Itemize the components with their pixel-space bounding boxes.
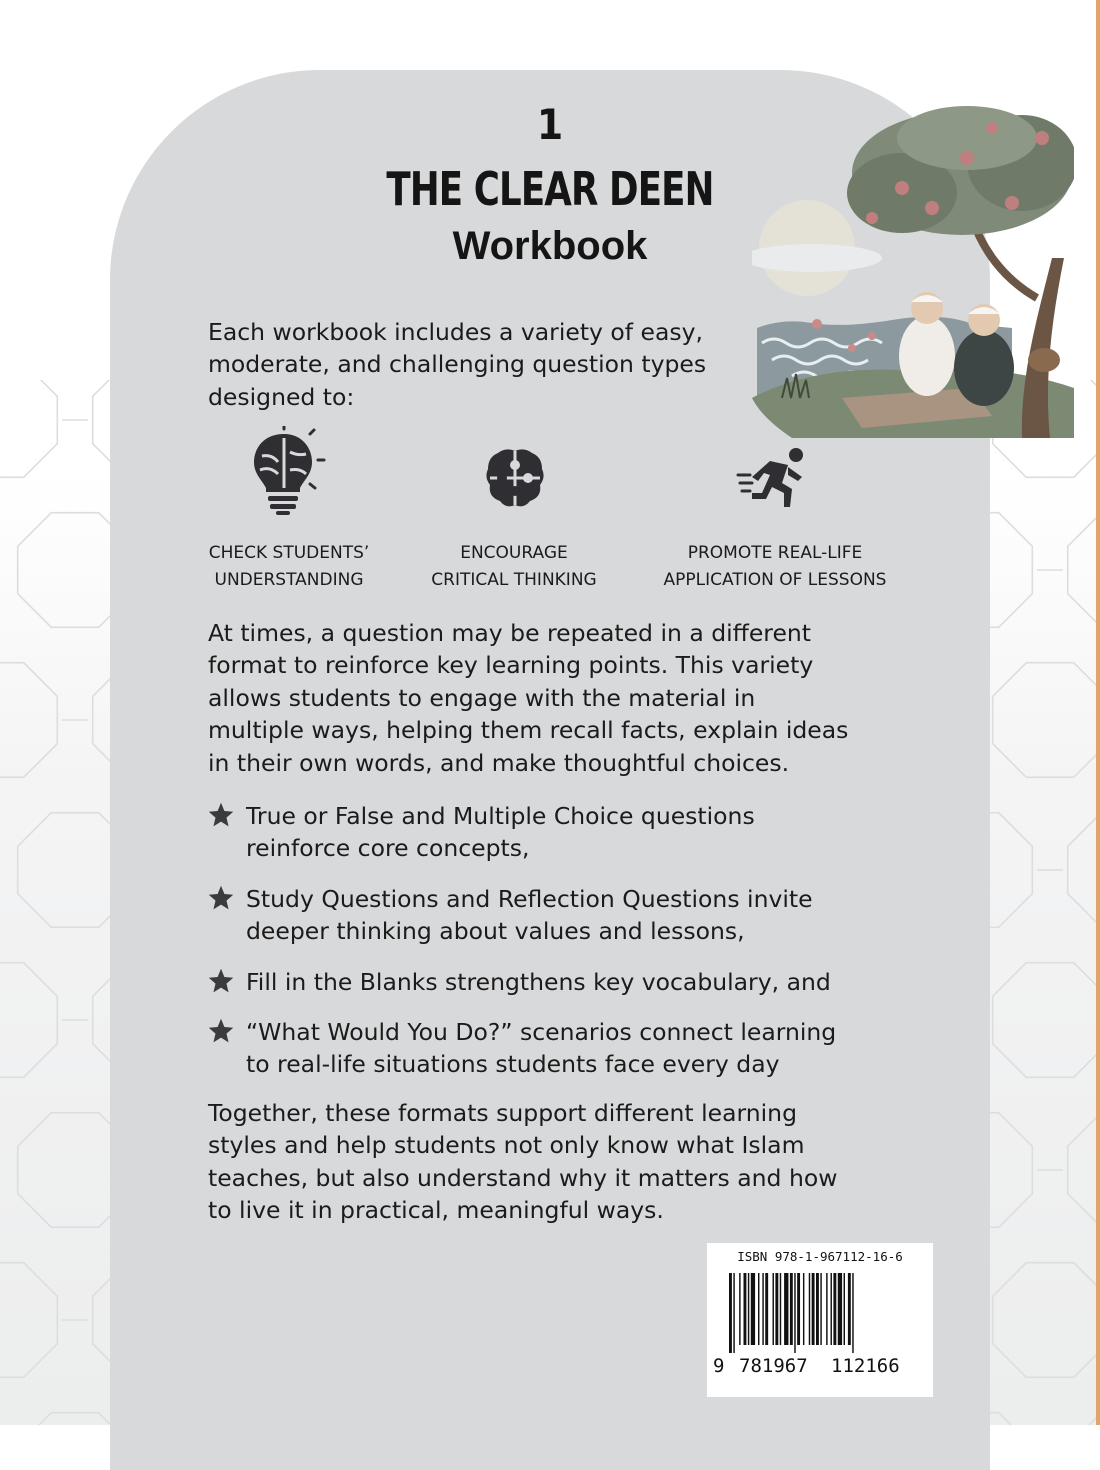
list-item-text: True or False and Multiple Choice questions reinforce core concepts,: [246, 802, 755, 863]
star-icon: [206, 801, 236, 829]
barcode-bar: [775, 1273, 778, 1345]
barcode-bar: [784, 1273, 788, 1345]
barcode-bar: [848, 1273, 851, 1345]
barcode-bar: [744, 1273, 747, 1345]
isbn-digit-group-left: 781967: [739, 1355, 808, 1377]
barcode-bar: [816, 1273, 819, 1345]
barcode-bar: [758, 1273, 759, 1345]
running-person-icon: [736, 447, 812, 509]
pattern-tile: [0, 663, 57, 778]
barcode-bar: [797, 1273, 800, 1345]
barcode-bar: [780, 1273, 781, 1345]
intro-paragraph: Each workbook includes a variety of easy, moderate, and challenging question types designed to:: [208, 318, 707, 411]
barcode-bar: [762, 1273, 763, 1345]
isbn-digits: [707, 1355, 933, 1381]
barcode-bar: [844, 1273, 845, 1345]
pattern-tile: [993, 1263, 1100, 1378]
barcode-bar: [838, 1273, 842, 1345]
star-icon: [206, 884, 236, 912]
book-subtitle: Workbook: [452, 224, 648, 268]
barcode-bar: [790, 1273, 793, 1345]
barcode-bar: [820, 1273, 821, 1345]
isbn-barcode-box: [707, 1243, 933, 1397]
barcode-bar: [812, 1273, 815, 1345]
goal-label-real-life-application: PROMOTE REAL-LIFE APPLICATION OF LESSONS: [663, 543, 887, 590]
closing-paragraph: Together, these formats support different learning styles and help students not only know what Islam teaches, but also understand why it matters and how to live it in practical, meaningful ways.: [208, 1099, 838, 1225]
barcode-bar: [833, 1273, 836, 1345]
barcode-bar: [773, 1273, 774, 1345]
barcode-bar: [729, 1273, 732, 1353]
isbn-digit-group-right: 112166: [831, 1355, 900, 1377]
barcode-bar: [852, 1273, 853, 1353]
barcode-bar: [826, 1273, 827, 1345]
goal-label-understanding: CHECK STUDENTS’ UNDERSTANDING: [208, 543, 370, 590]
star-icon: [206, 1017, 236, 1045]
pattern-tile: [993, 663, 1100, 778]
barcode-bar: [831, 1273, 832, 1345]
barcode-bar: [794, 1273, 795, 1353]
list-item-text: Study Questions and Reflection Questions invite deeper thinking about values and lessons,: [246, 885, 813, 946]
series-number: 1: [536, 100, 564, 149]
isbn-label: ISBN 978-1-967112-16-6: [737, 1249, 903, 1264]
barcode-bar: [765, 1273, 768, 1345]
barcode-bar: [733, 1273, 734, 1353]
list-item-text: Fill in the Blanks strengthens key vocabulary, and: [246, 968, 831, 996]
barcode: [729, 1273, 921, 1353]
goal-label-critical-thinking: ENCOURAGE CRITICAL THINKING: [431, 543, 597, 590]
pattern-tile: [0, 963, 57, 1078]
star-icon: [206, 967, 236, 995]
barcode-bar: [751, 1273, 755, 1345]
pattern-tile: [0, 380, 57, 477]
list-item-text: “What Would You Do?” scenarios connect learning to real-life situations students face every day: [246, 1018, 837, 1079]
barcode-bar: [739, 1273, 740, 1345]
barcode-bar: [803, 1273, 804, 1345]
body-paragraph: At times, a question may be repeated in a different format to reinforce key learning points. This variety allows students to engage with the material in multiple ways, helping them recall facts, explain ideas in their own words, and make thoughtful choices.: [208, 619, 849, 777]
lightbulb-brain-icon: [248, 426, 328, 518]
book-title: THE CLEAR DEEN: [386, 162, 714, 216]
barcode-bar: [748, 1273, 749, 1345]
barcode-bar: [809, 1273, 810, 1345]
pattern-tile: [993, 963, 1100, 1078]
pattern-tile: [0, 1263, 57, 1378]
cover-edge-stripe: [1096, 0, 1100, 1425]
puzzle-brain-icon: [484, 447, 546, 511]
isbn-digit-first: 9: [713, 1355, 725, 1377]
